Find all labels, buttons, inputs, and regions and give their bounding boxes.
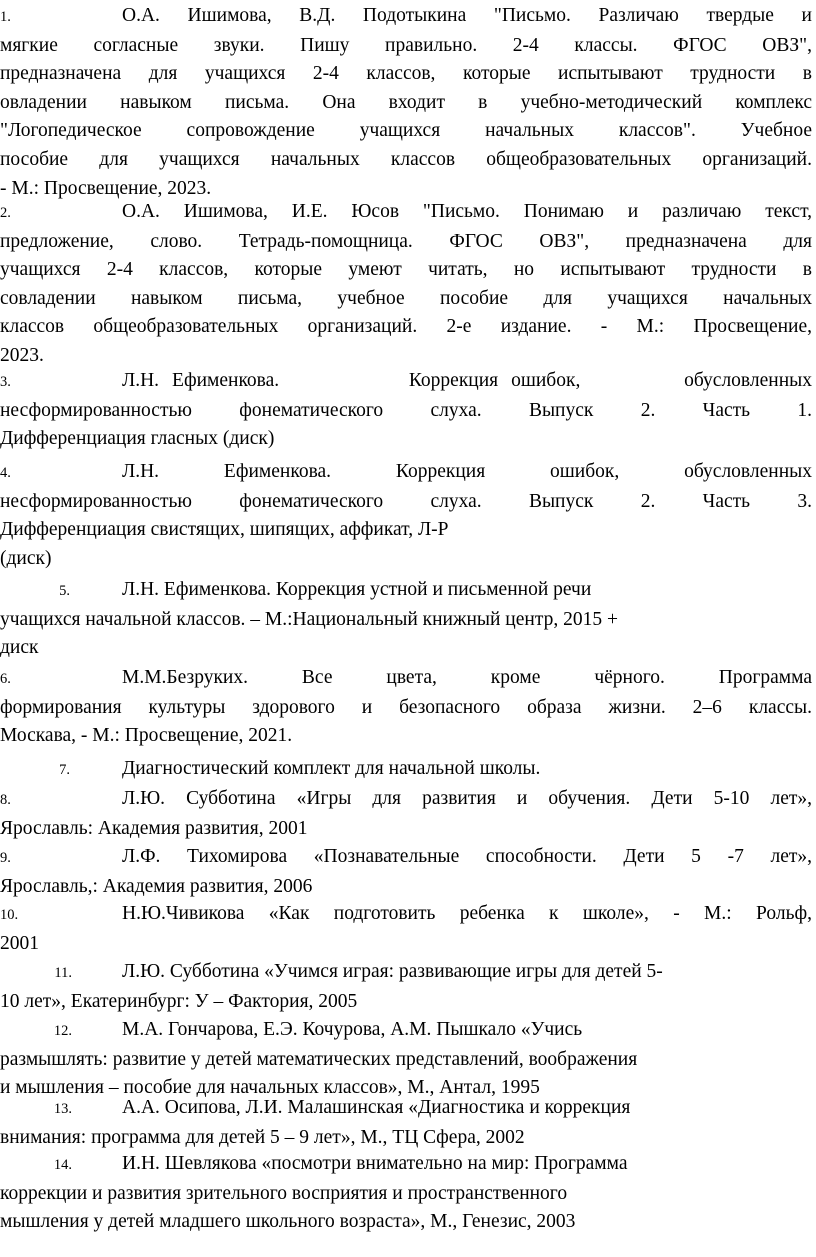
reference-number: 5. bbox=[59, 583, 70, 599]
reference-number: 8. bbox=[0, 792, 11, 808]
reference-item-8: 8. Л.Ю. Субботина «Игры для развития и обучения. Дети 5-10 лет», Ярославль: Академия развития, 2001 bbox=[0, 788, 812, 839]
reference-item-9: 9. Л.Ф. Тихомирова «Познавательные способности. Дети 5 -7 лет», Ярославль,: Академия развития, 2006 bbox=[0, 846, 812, 897]
reference-line: 1. О.А. Ишимова, В.Д. Подотыкина "Письмо. Различаю твердые и bbox=[0, 2, 812, 32]
reference-item-10: 10. Н.Ю.Чивикова «Как подготовить ребенка к школе», - М.: Рольф, 2001 bbox=[0, 903, 812, 954]
reference-number: 13. bbox=[53, 1101, 72, 1117]
reference-number: 6. bbox=[0, 671, 11, 687]
reference-number: 3. bbox=[0, 374, 11, 390]
reference-number: 9. bbox=[0, 850, 11, 866]
reference-number: 2. bbox=[0, 205, 11, 221]
reference-number: 14. bbox=[53, 1157, 72, 1173]
reference-item-6: 6. М.М.Безруких. Все цвета, кроме чёрного. Программа формирования культуры здорового и безопасного образа жизни. 2–6 классы. Москава, - М.: Просвещение, 2021. bbox=[0, 667, 812, 747]
reference-item-4: 4. Л.Н. Ефименкова. Коррекция ошибок, обусловленных несформированностью фонематического слуха. Выпуск 2. Часть 3. Дифференциация свистящих, шипящих, аффикат, Л-Р (диск) bbox=[0, 461, 812, 569]
reference-item-14: 14. И.Н. Шевлякова «посмотри внимательно на мир: Программа коррекции и развития зрительного восприятия и пространственного мышления у детей младшего школьного возраста», М., Генезис, 2003 bbox=[0, 1153, 628, 1233]
reference-number: 1. bbox=[0, 9, 11, 25]
reference-number: 12. bbox=[53, 1023, 72, 1039]
reference-number: 10. bbox=[0, 907, 19, 923]
reference-item-5: 5. Л.Н. Ефименкова. Коррекция устной и письменной речи учащихся начальной классов. – М.:Национальный книжный центр, 2015 + диск bbox=[0, 579, 618, 659]
reference-item-2: 2. О.А. Ишимова, И.Е. Юсов "Письмо. Понимаю и различаю текст, предложение, слово. Тетрадь-помощница. ФГОС ОВЗ", предназначена для учащихся 2-4 классов, которые умеют читать, но испытывают трудности в совладении навыком письма, учебное пособие для учащихся начальных классов общеобразовательных организаций. 2-е издание. - М.: Просвещение, 2023. bbox=[0, 201, 812, 366]
reference-item-1: 1. О.А. Ишимова, В.Д. Подотыкина "Письмо. Различаю твердые и мягкие согласные звуки. Пишу правильно. 2-4 классы. ФГОС ОВЗ", предназначена для учащихся 2-4 классов, которые испытывают трудности в овладении навыком письма. Она входит в учебно-методический комплекс "Логопедическое сопровождение учащихся начальных классов". Учебное пособие для учащихся начальных классов общеобразовательных организаций. - М.: Просвещение, 2023. bbox=[0, 2, 812, 203]
reference-item-11: 11. Л.Ю. Субботина «Учимся играя: развивающие игры для детей 5- 10 лет», Екатеринбург: У – Фактория, 2005 bbox=[0, 961, 663, 1012]
reference-number: 11. bbox=[54, 965, 72, 981]
reference-item-7: 7. Диагностический комплект для начальной школы. bbox=[0, 755, 812, 785]
reference-item-12: 12. М.А. Гончарова, Е.Э. Кочурова, А.М. Пышкало «Учись размышлять: развитие у детей математических представлений, воображения и мышления – пособие для начальных классов», М., Антал, 1995 bbox=[0, 1019, 638, 1099]
reference-item-3: 3. Л.Н. Ефименкова. Коррекция ошибок, обусловленных несформированностью фонематического слуха. Выпуск 2. Часть 1. Дифференциация гласных (диск) bbox=[0, 370, 812, 450]
reference-number: 4. bbox=[0, 465, 11, 481]
reference-item-13: 13. А.А. Осипова, Л.И. Малашинская «Диагностика и коррекция внимания: программа для детей 5 – 9 лет», М., ТЦ Сфера, 2002 bbox=[0, 1097, 631, 1148]
reference-number: 7. bbox=[59, 762, 70, 778]
